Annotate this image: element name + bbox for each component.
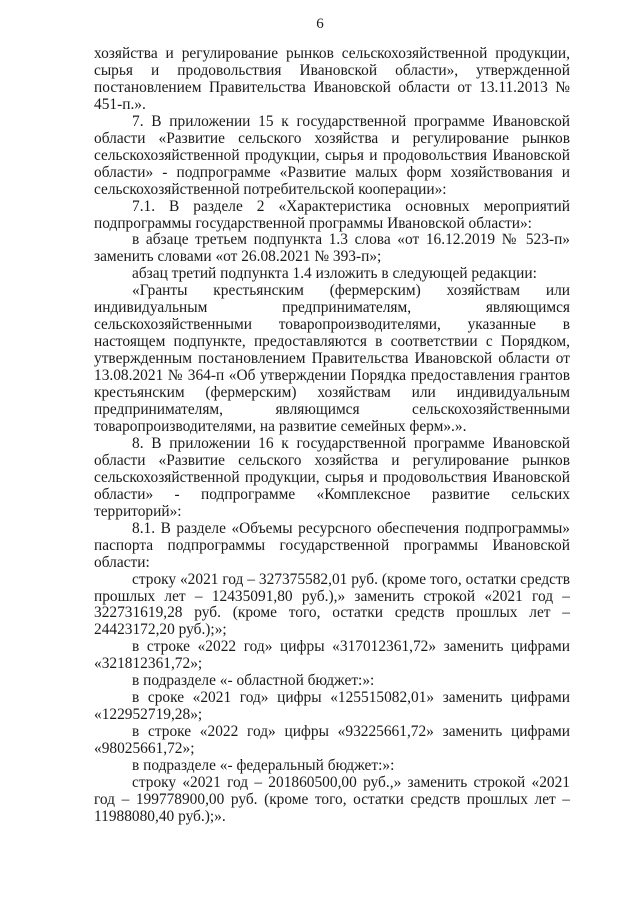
paragraph-line-2021: строку «2021 год – 327375582,01 руб. (кроме того, остатки средств прошлых лет – 12435091,80 руб.),» заменить строкой «2021 год – 322731619,28 руб. (кроме того, остатки средств прошлых лет – 24423172,20 руб.);»; bbox=[94, 570, 570, 639]
paragraph-regional-budget-heading: в подразделе «- областной бюджет:»: bbox=[132, 672, 375, 690]
paragraph-item-7-1: 7.1. В разделе 2 «Характеристика основных мероприятий подпрограммы государственной программы Ивановской области»: bbox=[94, 197, 570, 232]
paragraph-regional-2022: в строке «2022 год» цифры «93225661,72» заменить цифрами «98025661,72»; bbox=[94, 723, 570, 758]
paragraph-federal-budget-heading: в подразделе «- федеральный бюджет:»: bbox=[132, 757, 395, 775]
paragraph-grants-text: «Гранты крестьянским (фермерским) хозяйствам или индивидуальным предпринимателям, являющимся сельскохозяйственными товаропроизводителями, указанные в настоящем подпункте, предоставляются в соответствии с Порядком, утвержденным постановлением Правительства Ивановской области от 13.08.2021 № 364-п «Об утверждении Порядка предоставления грантов крестьянским (фермерским) хозяйствам или индивидуальным предпринимателям, являющимся сельскохозяйственными товаропроизводителями, на развитие семейных ферм».». bbox=[94, 282, 570, 435]
paragraph-continuation: хозяйства и регулирование рынков сельскохозяйственной продукции, сырья и продовольствия Ивановской области», утвержденной постановлением Правительства Ивановской области от 13.11.2013 № 451-п.». bbox=[94, 45, 570, 113]
paragraph-item-8-1: 8.1. В разделе «Объемы ресурсного обеспечения подпрограммы» паспорта подпрограммы государственной программы Ивановской области: bbox=[94, 519, 570, 571]
paragraph-regional-2021: в сроке «2021 год» цифры «125515082,01» заменить цифрами «122952719,28»; bbox=[94, 689, 570, 724]
paragraph-amendment-1-3: в абзаце третьем подпункта 1.3 слова «от 16.12.2019 № 523-п» заменить словами «от 26.08.2021 № 393-п»; bbox=[94, 231, 570, 266]
page-number: 6 bbox=[316, 16, 324, 32]
paragraph-federal-2021: строку «2021 год – 201860500,00 руб.,» заменить строкой «2021 год – 199778900,00 руб. (кроме того, остатки средств прошлых лет – 11988080,40 руб.);». bbox=[94, 773, 570, 825]
paragraph-item-7: 7. В приложении 15 к государственной программе Ивановской области «Развитие сельского хозяйства и регулирование рынков сельскохозяйственной продукции, сырья и продовольствия Ивановской области» - подпрограмме «Развитие малых форм хозяйствования и сельскохозяйственной потребительской кооперации»: bbox=[94, 112, 570, 198]
paragraph-amendment-1-4: абзац третий подпункта 1.4 изложить в следующей редакции: bbox=[132, 265, 537, 283]
paragraph-line-2022: в строке «2022 год» цифры «317012361,72» заменить цифрами «321812361,72»; bbox=[94, 638, 570, 673]
paragraph-item-8: 8. В приложении 16 к государственной программе Ивановской области «Развитие сельского хозяйства и регулирование рынков сельскохозяйственной продукции, сырья и продовольствия Ивановской области» - подпрограмме «Комплексное развитие сельских территорий»: bbox=[94, 434, 570, 520]
document-body bbox=[94, 46, 570, 826]
